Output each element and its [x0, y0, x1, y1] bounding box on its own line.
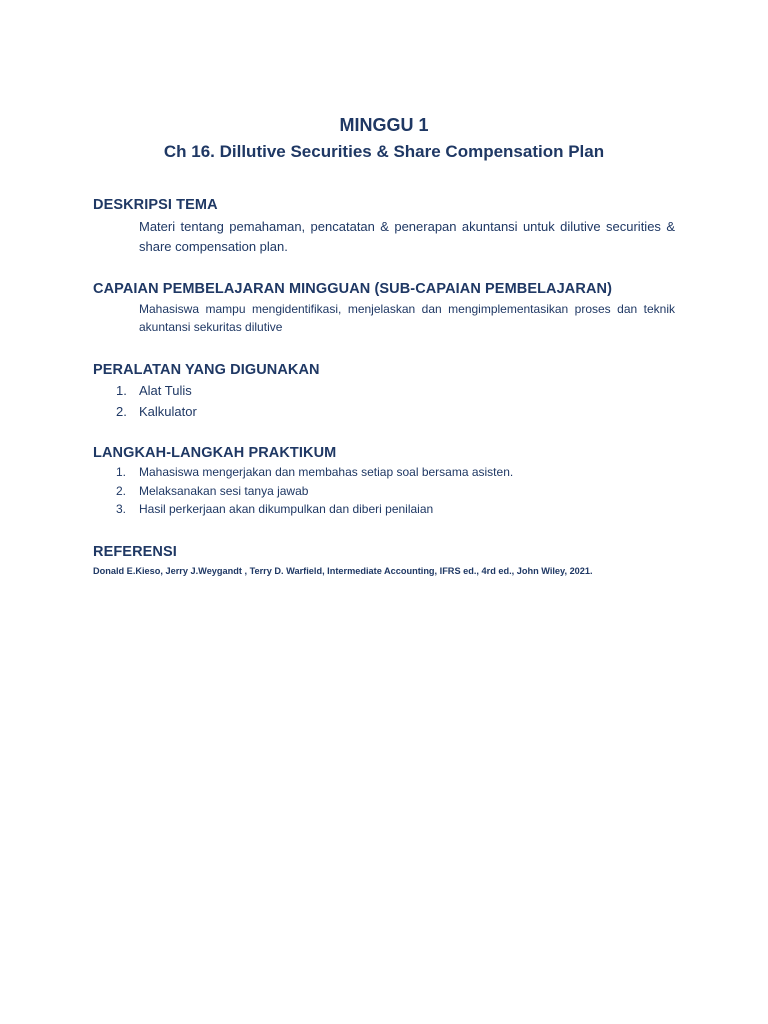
section-capaian: [93, 279, 675, 336]
list-item-number: 3.: [116, 502, 127, 516]
list-item: [93, 380, 675, 401]
page-title: MINGGU 1: [339, 115, 429, 135]
title-block: [0, 112, 768, 165]
list-item-number: 2.: [116, 483, 127, 498]
list-item-text: Kalkulator: [139, 404, 197, 419]
list-item: [93, 463, 675, 482]
list-item-text: Mahasiswa mengerjakan dan membahas setiap soal bersama asisten.: [139, 465, 514, 479]
list-item: [93, 500, 675, 519]
list-item: [93, 401, 675, 422]
page-subtitle: Ch 16. Dillutive Securities & Share Compensation Plan: [163, 142, 605, 161]
section-deskripsi: [93, 195, 675, 257]
peralatan-list: [93, 380, 675, 422]
section-langkah: [93, 443, 675, 519]
section-heading-deskripsi: DESKRIPSI TEMA: [93, 197, 218, 213]
section-referensi: [93, 542, 675, 578]
langkah-list: [93, 463, 675, 519]
list-item-text: Alat Tulis: [139, 383, 192, 398]
section-heading-capaian: CAPAIAN PEMBELAJARAN MINGGUAN (SUB-CAPAIAN PEMBELAJARAN): [93, 281, 613, 297]
list-item-number: 1.: [116, 465, 127, 479]
list-item-number: 2.: [116, 404, 127, 419]
section-heading-referensi: REFERENSI: [93, 544, 177, 560]
section-heading-peralatan: PERALATAN YANG DIGUNAKAN: [93, 362, 320, 378]
list-item: [93, 482, 675, 501]
section-heading-langkah: LANGKAH-LANGKAH PRAKTIKUM: [93, 445, 337, 461]
list-item-text: Melaksanakan sesi tanya jawab: [139, 483, 309, 498]
capaian-text: Mahasiswa mampu mengidentifikasi, menjelaskan dan mengimplementasikan proses dan teknik akuntansi sekuritas dilutive: [139, 302, 675, 334]
list-item-number: 1.: [116, 383, 127, 398]
deskripsi-text: Materi tentang pemahaman, pencatatan & penerapan akuntansi untuk dilutive securities & share compensation plan.: [139, 219, 675, 254]
referensi-text: Donald E.Kieso, Jerry J.Weygandt , Terry D. Warfield, Intermediate Accounting, IFRS ed., 4rd ed., John Wiley, 2021.: [93, 566, 593, 576]
list-item-text: Hasil perkerjaan akan dikumpulkan dan diberi penilaian: [139, 502, 434, 516]
section-peralatan: [93, 360, 675, 422]
